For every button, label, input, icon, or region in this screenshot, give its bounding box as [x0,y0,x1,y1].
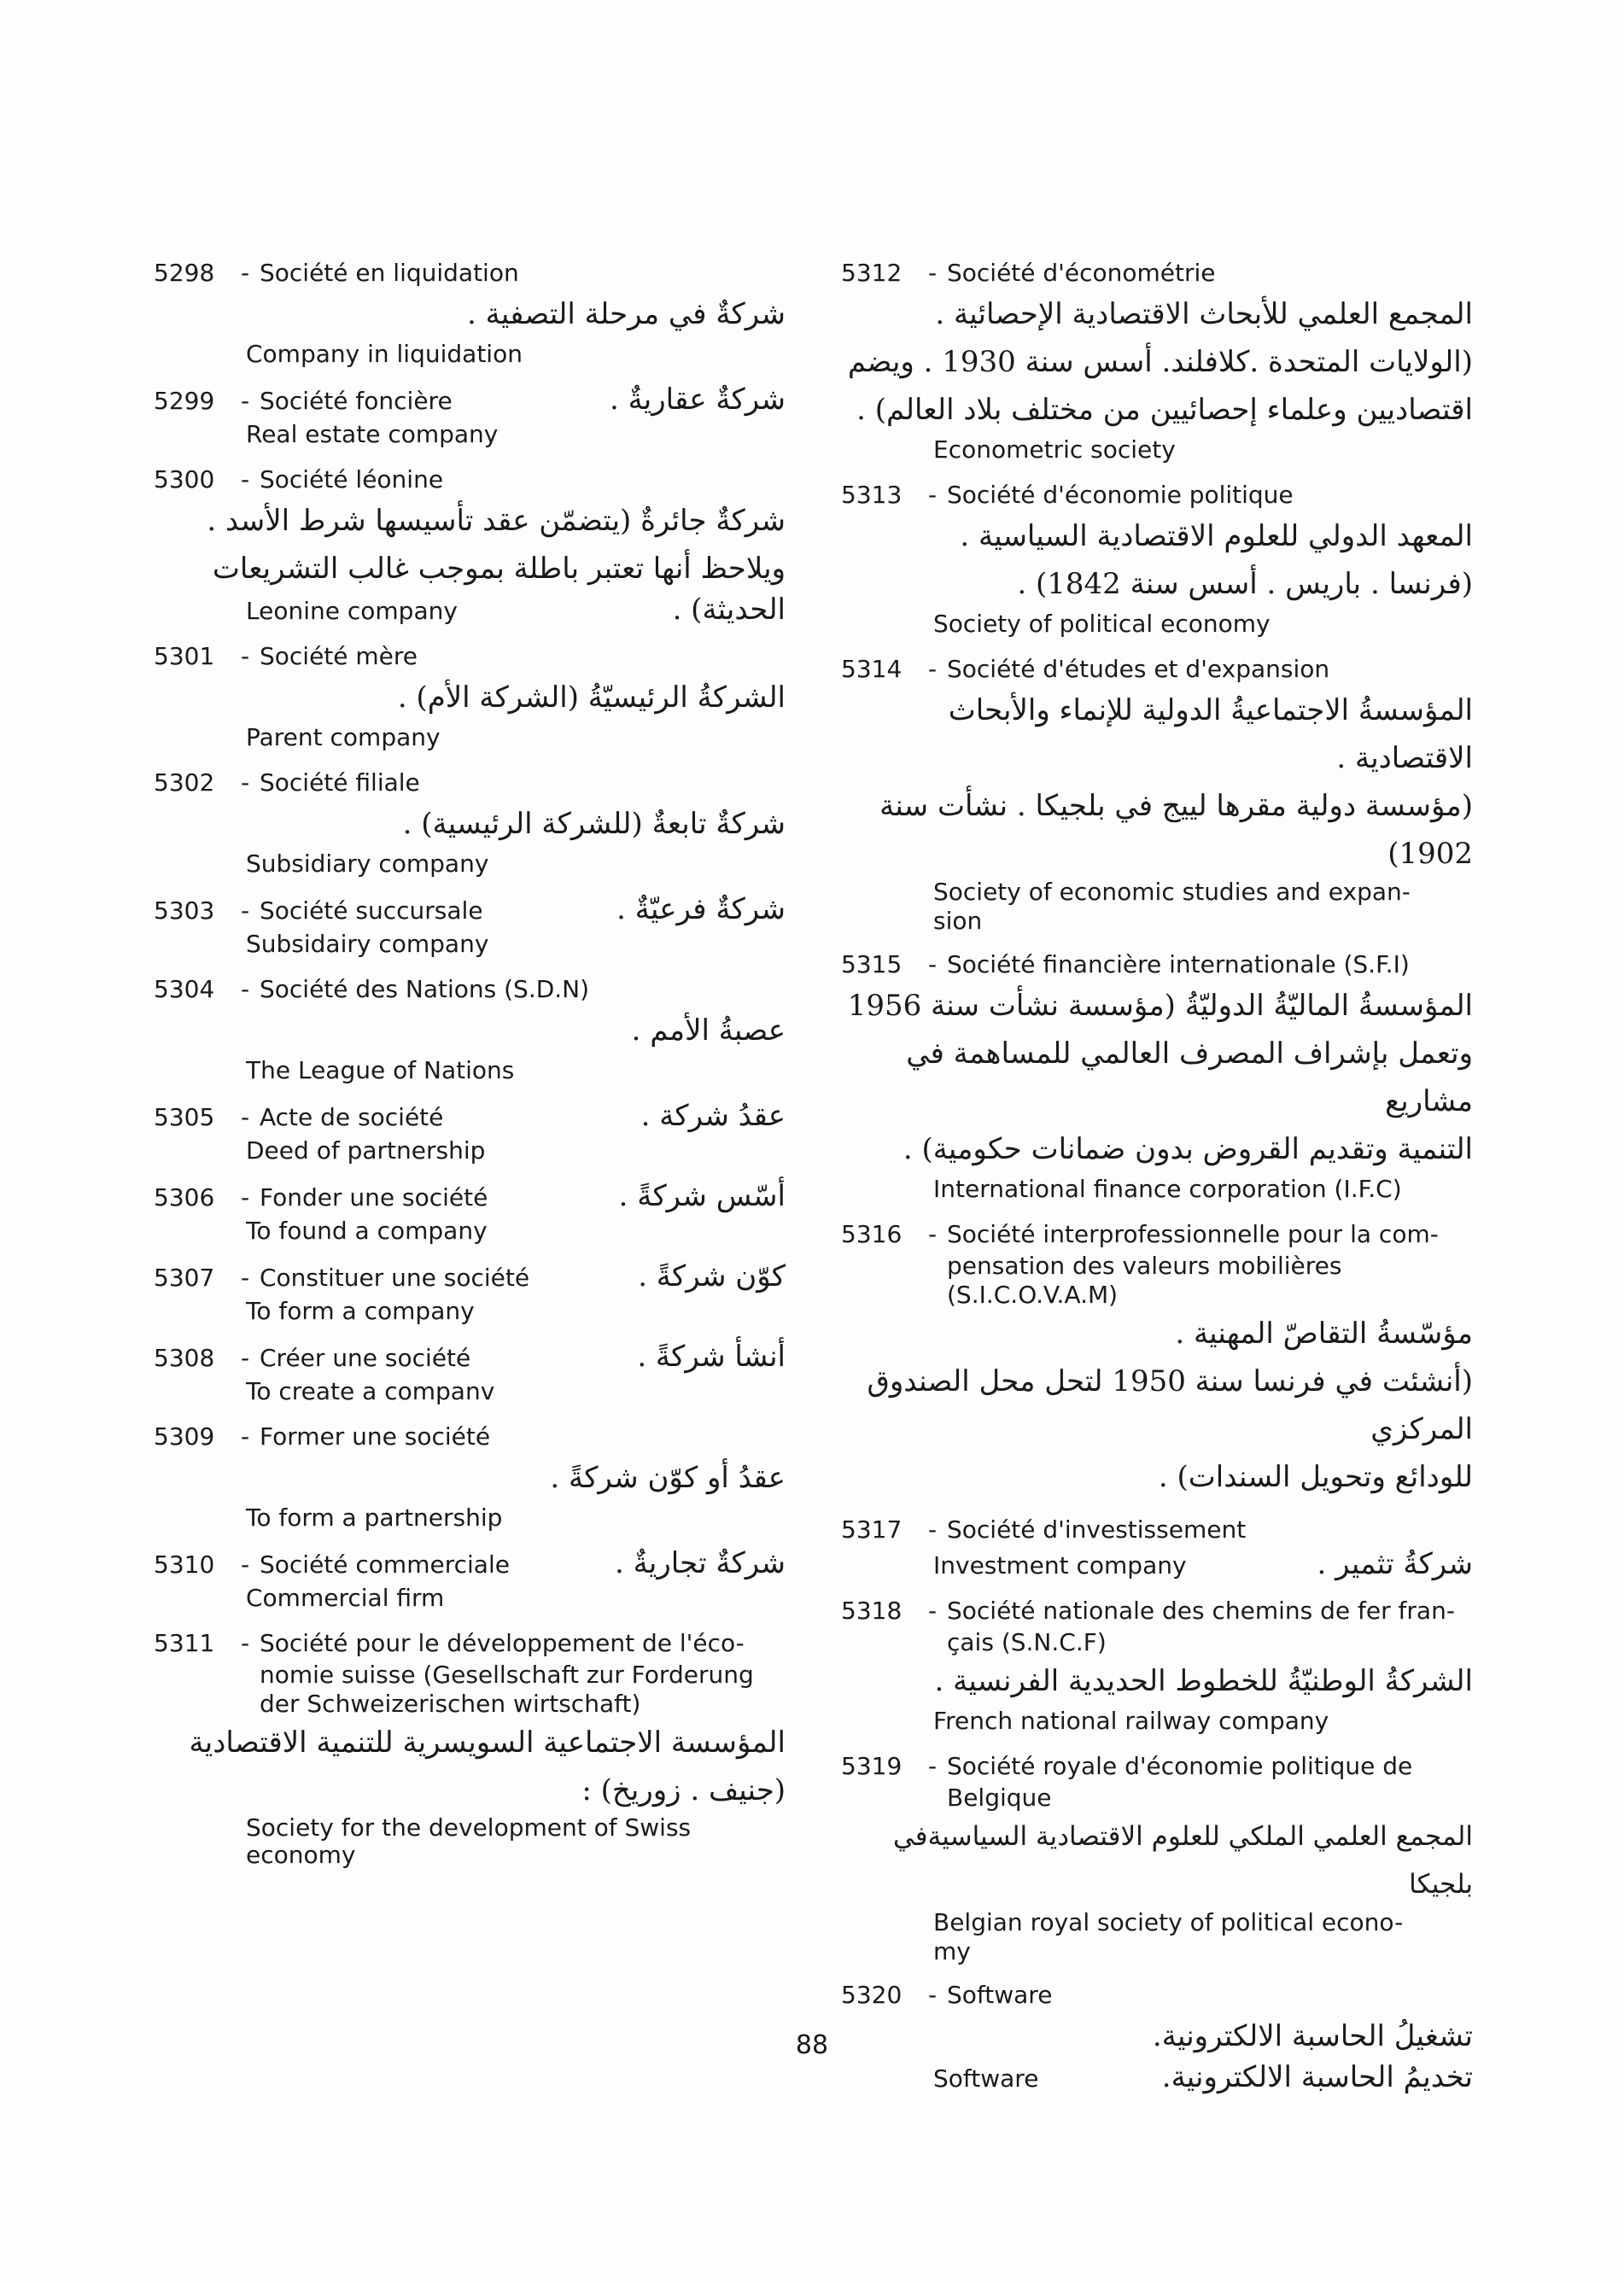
arabic-term: عقدُ شركة . [640,1099,786,1133]
arabic-definition: (فرنسا . باريس . أسس سنة 1842) . [1017,567,1473,601]
french-term: Société pour le développement de l'éco- [260,1629,745,1657]
english-term: Society of economic studies and expan- [933,878,1411,906]
entry-5316: 5316 - Société interprofessionnelle pour la com- pensation des valeurs mobilières (S.I.C.O.V.A.M) مؤسّسةُ التقاصّ المهنية . (أنشئت في فرنسا سنة 1950 لتحل محل الصندوق المركزي للودائع وتحويل السندات) . [841,1217,1473,1501]
arabic-term: أنشأ شركةً . [637,1340,786,1374]
french-term: Société d'économie politique [947,481,1294,509]
french-term: Acte de société [260,1103,444,1131]
french-term: Société des Nations (S.D.N) [260,975,590,1003]
entry-5308: 5308 - Créer une société أنشأ شركةً . To create a companv [154,1340,786,1408]
english-term: To form a company [246,1297,475,1325]
entry-5304: 5304 - Société des Nations (S.D.N) عصبةُ الأمم . The League of Nations [154,972,786,1087]
arabic-definition: (أنشئت في فرنسا سنة 1950 لتحل محل الصندوق المركزي [867,1364,1473,1446]
entry-number: 5314 [841,655,903,683]
arabic-term: الشركةُ الرئيسيّةُ (الشركة الأم) . [397,680,786,715]
english-term: The League of Nations [246,1056,515,1084]
arabic-term: شركةُ تثمير . [1317,1547,1473,1581]
arabic-term: الشركةُ الوطنيّةُ للخطوط الحديدية الفرنسية . [934,1664,1473,1698]
french-term: Société d'économétrie [947,259,1216,287]
arabic-definition: الحديثة) . [672,593,786,627]
french-term: Société nationale des chemins de fer fran- [947,1597,1455,1625]
arabic-definition: شركةٌ جائرةٌ (يتضمّن عقد تأسيسها شرط الأسد . [207,504,786,538]
entry-number: 5306 [154,1183,215,1212]
entry-5319: 5319 - Société royale d'économie politique de Belgique المجمع العلمي الملكي للعلوم الاقتصادية السياسيةفي بلجيكا Belgian royal society of political econo- my [841,1749,1473,1966]
english-term: Investment company [933,1551,1187,1579]
french-term-continued: çais (S.N.C.F) [947,1628,1107,1656]
french-term-continued: der Schweizerischen wirtschaft) [260,1690,641,1718]
english-term: International finance corporation (I.F.C) [933,1175,1402,1203]
arabic-term: أسّس شركةً . [618,1179,786,1213]
entry-number: 5310 [154,1550,215,1579]
entry-5317: 5317 - Société d'investissement Investment company شركةُ تثمير . [841,1513,1473,1582]
arabic-definition: ويلاحظ أنها تعتبر باطلة بموجب غالب التشريعات [212,552,786,586]
entry-number: 5304 [154,975,215,1003]
english-term-continued: economy [246,1841,356,1869]
arabic-term: كوّن شركةً . [638,1259,786,1293]
english-term: Software [933,2064,1039,2093]
french-term: Software [947,1981,1053,2009]
english-term: Company in liquidation [246,340,523,368]
english-term: Commercial firm [246,1584,445,1612]
entry-5314: 5314 - Société d'études et d'expansion المؤسسةُ الاجتماعيةُ الدولية للإنماء والأبحاث الاقتصادية . (مؤسسة دولية مقرها لييج في بلجيكا . نشأت سنة 1902) Society of economic studies and expan- sion [841,652,1473,936]
english-term: To found a company [246,1217,488,1245]
french-term: Société interprofessionnelle pour la com- [947,1220,1439,1248]
entry-number: 5312 [841,259,903,287]
entry-5313: 5313 - Société d'économie politique المعهد الدولي للعلوم الاقتصادية السياسية . (فرنسا . باريس . أسس سنة 1842) . Society of political economy [841,478,1473,640]
french-term: Constituer une société [260,1264,530,1292]
french-term-continued: nomie suisse (Gesellschaft zur Forderung [260,1661,754,1689]
arabic-term: المجمع العلمي الملكي للعلوم الاقتصادية السياسيةفي بلجيكا [892,1821,1473,1900]
entry-number: 5299 [154,387,215,415]
entry-number: 5301 [154,642,215,670]
english-term: Society for the development of Swiss [246,1813,692,1842]
english-term: Leonine company [246,597,458,625]
entry-5307: 5307 - Constituer une société كوّن شركةً . To form a company [154,1259,786,1328]
entry-5301: 5301 - Société mère الشركةُ الرئيسيّةُ (الشركة الأم) . Parent company [154,639,786,754]
entry-number: 5308 [154,1344,215,1372]
arabic-definition: (مؤسسة دولية مقرها لييج في بلجيكا . نشأت سنة 1902) [879,789,1473,871]
french-term-continued: (S.I.C.O.V.A.M) [947,1281,1119,1309]
french-term: Société en liquidation [260,259,519,287]
entry-number: 5311 [154,1629,215,1657]
arabic-definition: للودائع وتحويل السندات) . [1158,1460,1473,1494]
entry-number: 5313 [841,481,903,509]
english-term: To create a companv [246,1377,495,1405]
entry-number: 5309 [154,1422,215,1451]
arabic-term: المجمع العلمي للأبحاث الاقتصادية الإحصائية . [935,297,1473,331]
french-term: Société léonine [260,465,444,493]
arabic-term: شركةٌ تابعةٌ (للشركة الرئيسية) . [402,807,786,841]
entry-5315: 5315 - Société financière internationale (S.F.I) المؤسسةُ الماليّةُ الدوليّةُ (مؤسسة نشأت سنة 1956 وتعمل بإشراف المصرف العالمي للمساهمة في مشاريع التنمية وتقديم القروض بدون ضمانات حكومية) . International finance corporation (I.F.C) [841,948,1473,1206]
french-term: Former une société [260,1422,491,1451]
french-term: Créer une société [260,1344,471,1372]
english-term: Parent company [246,723,441,751]
entry-number: 5318 [841,1597,903,1625]
english-term-continued: sion [933,907,983,935]
entry-5305: 5305 - Acte de société عقدُ شركة . Deed of partnership [154,1099,786,1167]
arabic-definition: (جنيف . زوريخ) : [581,1773,786,1807]
arabic-definition: اقتصاديين وعلماء إحصائيين من مختلف بلاد العالم) . [856,393,1473,427]
english-term: Econometric society [933,435,1176,464]
left-column [154,256,786,1881]
french-term: Société mère [260,642,418,670]
entry-number: 5300 [154,465,215,493]
french-term: Société foncière [260,387,453,415]
arabic-definition: التنمية وتقديم القروض بدون ضمانات حكومية) . [903,1132,1473,1166]
entry-5306: 5306 - Fonder une société أسّس شركةً . To found a company [154,1179,786,1247]
english-term: To form a partnership [246,1504,503,1532]
english-term: French national railway company [933,1707,1329,1735]
entry-5303: 5303 - Société succursale شركةٌ فرعيّةٌ . Subsidairy company [154,892,786,960]
french-term: Société succursale [260,896,483,925]
arabic-term: المؤسسة الاجتماعية السويسرية للتنمية الاقتصادية [189,1725,786,1760]
arabic-definition: (الولايات المتحدة .كلافلند. أسس سنة 1930 . ويضم [847,345,1473,379]
entry-5312: 5312 - Société d'économétrie المجمع العلمي للأبحاث الاقتصادية الإحصائية . (الولايات المتحدة .كلافلند. أسس سنة 1930 . ويضم اقتصاديين وعلماء إحصائيين من مختلف بلاد العالم) . Econometric society [841,256,1473,466]
arabic-term: تخديمُ الحاسبة الالكترونية. [1161,2060,1473,2094]
french-term: Société d'investissement [947,1515,1247,1544]
entry-5298: 5298 - Société en liquidation شركةٌ في مرحلة التصفية . Company in liquidation [154,256,786,371]
arabic-term: شركةٌ عقاريةٌ . [609,382,786,417]
french-term: Société royale d'économie politique de [947,1752,1413,1780]
french-term: Fonder une société [260,1183,488,1212]
arabic-definition: وتعمل بإشراف المصرف العالمي للمساهمة في مشاريع [906,1036,1473,1118]
entry-number: 5316 [841,1220,903,1248]
right-column [841,256,1473,2107]
entry-number: 5319 [841,1752,903,1780]
entry-5309: 5309 - Former une société عقدُ أو كوّن شركةً . To form a partnership [154,1420,786,1534]
arabic-term: المؤسسةُ الاجتماعيةُ الدولية للإنماء والأبحاث [948,693,1473,727]
english-term: Subsidiary company [246,850,489,878]
entry-5299: 5299 - Société foncière شركةٌ عقاريةٌ . Real estate company [154,382,786,451]
entry-5310: 5310 - Société commerciale شركةٌ تجاريةٌ . Commercial firm [154,1546,786,1614]
english-term-continued: my [933,1937,971,1965]
entry-number: 5320 [841,1981,903,2009]
entry-number: 5302 [154,768,215,797]
entry-5318: 5318 - Société nationale des chemins de fer fran- çais (S.N.C.F) الشركةُ الوطنيّةُ للخطوط الحديدية الفرنسية . French national railway company [841,1594,1473,1737]
french-term: Société filiale [260,768,420,797]
english-term: Belgian royal society of political econo- [933,1908,1404,1936]
french-term: Société d'études et d'expansion [947,655,1330,683]
arabic-term: شركةٌ تجاريةٌ . [615,1546,786,1580]
arabic-term: عصبةُ الأمم . [631,1013,786,1048]
arabic-term: المؤسسةُ الماليّةُ الدوليّةُ (مؤسسة نشأت سنة 1956 [847,989,1473,1023]
entry-number: 5305 [154,1103,215,1131]
english-term: Deed of partnership [246,1136,486,1165]
entry-number: 5307 [154,1264,215,1292]
english-term: Subsidairy company [246,930,489,958]
entry-number: 5298 [154,259,215,287]
arabic-term-continued: الاقتصادية . [1336,741,1473,775]
entry-number: 5315 [841,950,903,978]
english-term: Society of political economy [933,610,1271,638]
entry-5300: 5300 - Société léonine شركةٌ جائرةٌ (يتضمّن عقد تأسيسها شرط الأسد . ويلاحظ أنها تعتبر باطلة بموجب غالب التشريعات Leonine company الحديثة) . [154,463,786,628]
entry-number: 5317 [841,1515,903,1544]
entry-number: 5303 [154,896,215,925]
french-term-continued: Belgique [947,1784,1052,1812]
arabic-term: مؤسّسةُ التقاصّ المهنية . [1175,1317,1473,1351]
arabic-term: عقدُ أو كوّن شركةً . [550,1461,786,1495]
english-term: Real estate company [246,420,499,448]
arabic-term: شركةٌ فرعيّةٌ . [616,892,786,926]
entry-5311: 5311 - Société pour le développement de l'éco- nomie suisse (Gesellschaft zur Forderung der Schweizerischen wirtschaft) المؤسسة الاجتماعية السويسرية للتنمية الاقتصادية (جنيف . زوريخ) : Society for the development of Swiss economy [154,1626,786,1869]
arabic-term: شركةٌ في مرحلة التصفية . [466,297,786,331]
entry-5302: 5302 - Société filiale شركةٌ تابعةٌ (للشركة الرئيسية) . Subsidiary company [154,766,786,880]
french-term-continued: pensation des valeurs mobilières [947,1252,1342,1280]
entry-5320: 5320 - Software تشغيلُ الحاسبة الالكترونية. Software تخديمُ الحاسبة الالكترونية. [841,1978,1473,2095]
french-term: Société financière internationale (S.F.I) [947,950,1410,978]
page-number: 88 [795,2030,829,2060]
arabic-term: المعهد الدولي للعلوم الاقتصادية السياسية . [960,519,1473,553]
french-term: Société commerciale [260,1550,510,1579]
arabic-term: تشغيلُ الحاسبة الالكترونية. [1152,2019,1473,2053]
